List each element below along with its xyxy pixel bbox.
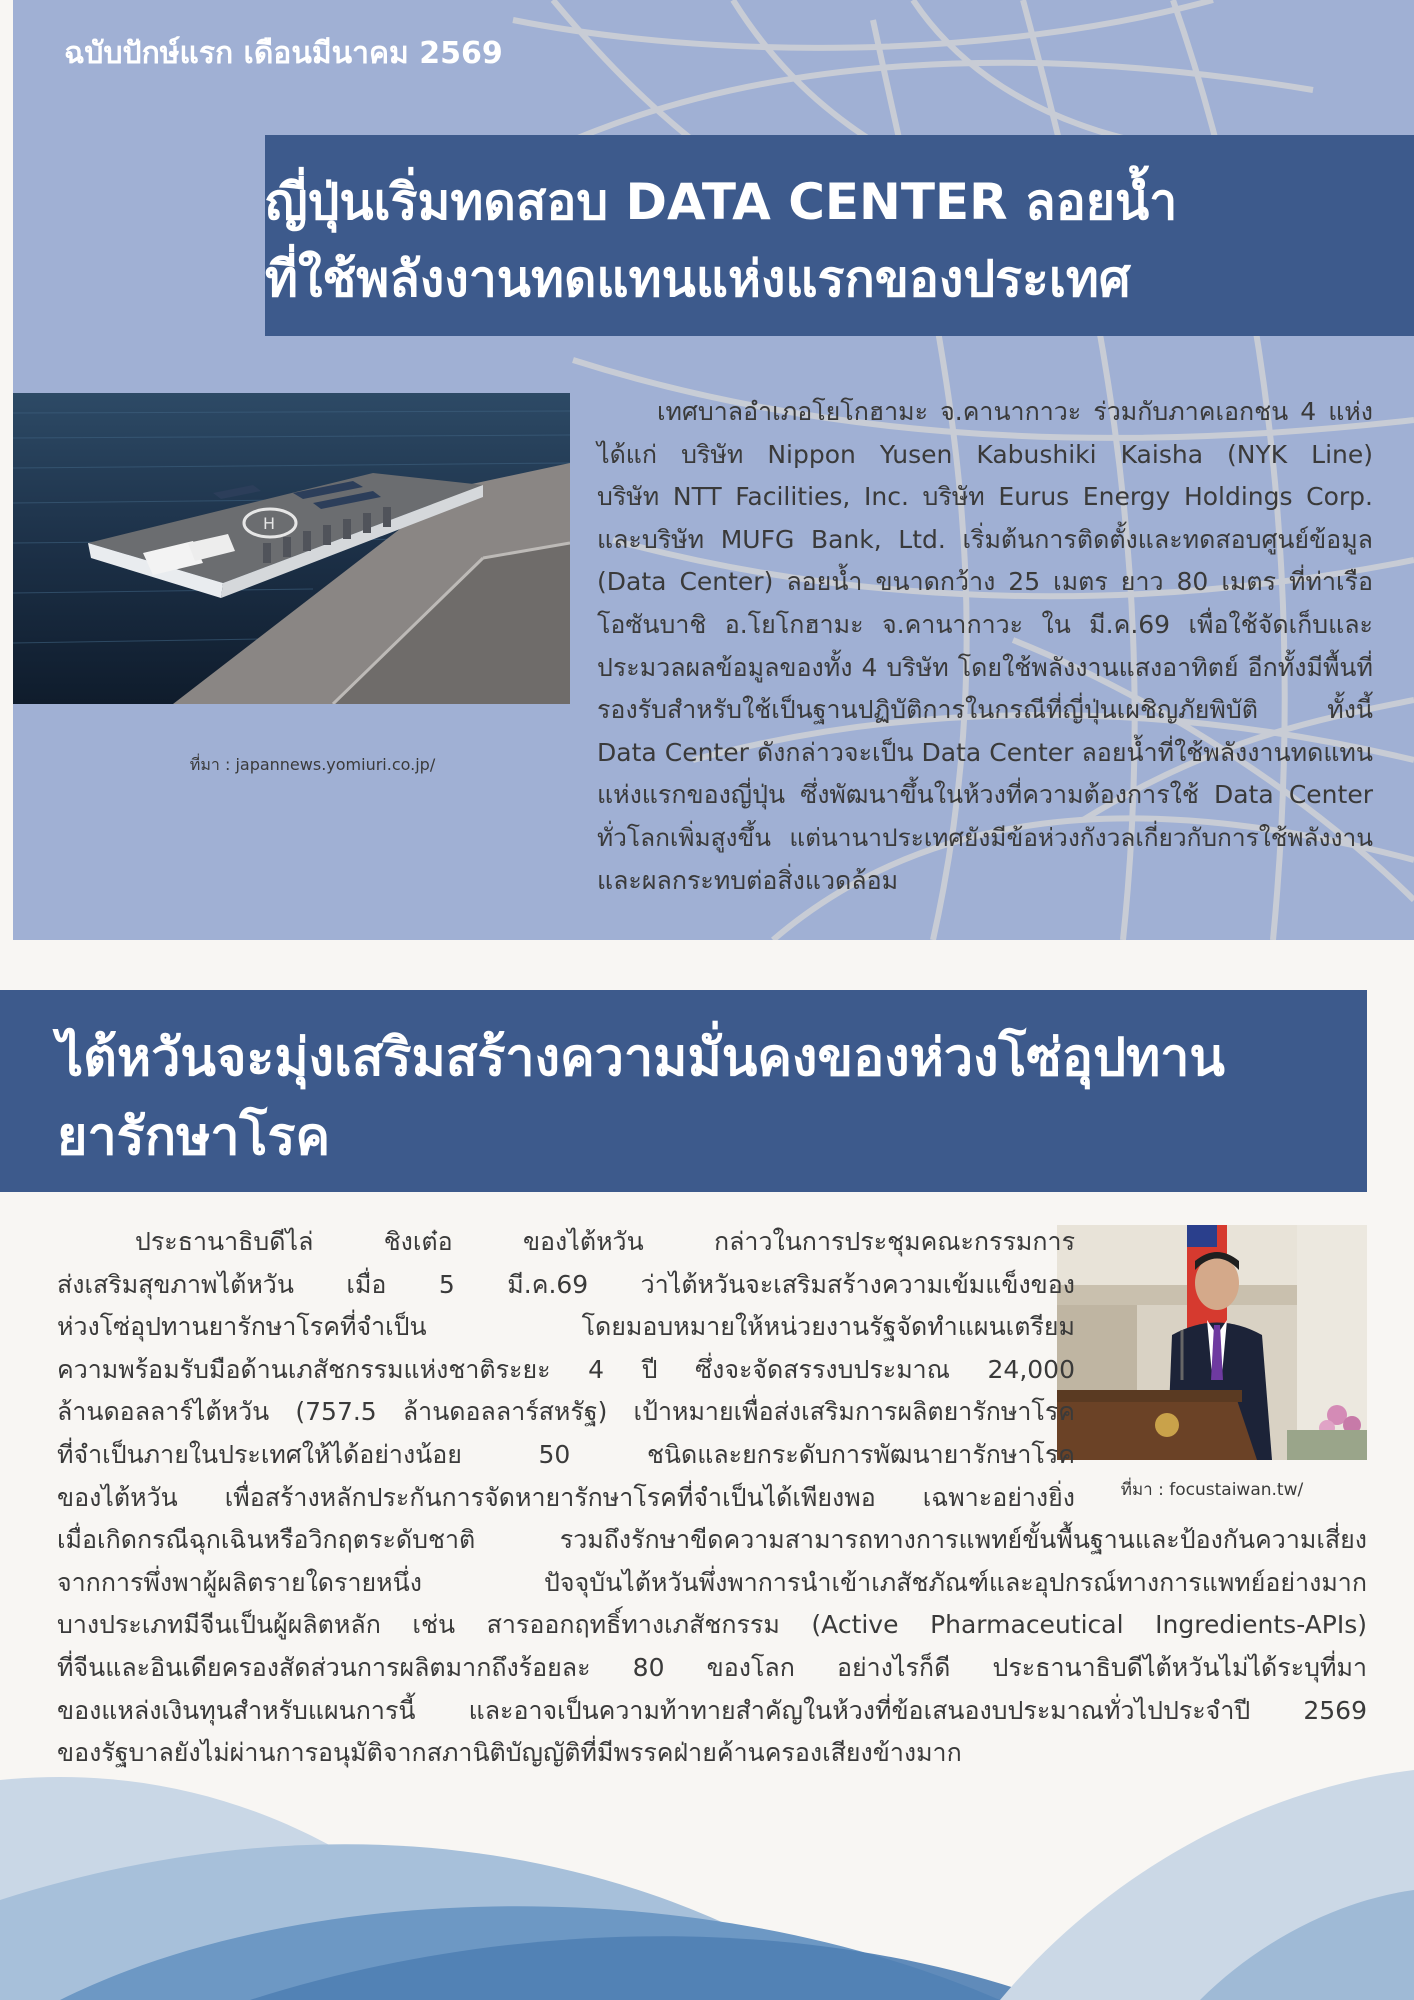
article2-line: จากการพึ่งพาผู้ผลิตรายใดรายหนึ่ง ปัจจุบันไต้หวันพึ่งพาการนำเข้าเภสัชภัณฑ์และอุปกรณ์ทางการแพทย์อย่างมาก <box>57 1567 1367 1597</box>
article1-title-line-1: ญี่ปุ่นเริ่มทดสอบ DATA CENTER ลอยน้ำ <box>265 173 1178 231</box>
article1-line: (Data Center) ลอยน้ำ ขนาดกว้าง 25 เมตร ยาว 80 เมตร ที่ท่าเรือ <box>597 567 1373 597</box>
president-photo <box>1057 1225 1367 1460</box>
floating-data-center-photo <box>13 393 570 704</box>
article2-line: ประธานาธิบดีไล่ ชิงเต๋อ ของไต้หวัน กล่าวในการประชุมคณะกรรมการ <box>135 1227 1075 1256</box>
issue-label: ฉบับปักษ์แรก เดือนมีนาคม 2569 <box>64 36 503 71</box>
article2-line: ห่วงโซ่อุปทานยารักษาโรคที่จำเป็น โดยมอบหมายให้หน่วยงานรัฐจัดทำแผนเตรียม <box>57 1312 1075 1342</box>
article2-line: ที่จีนและอินเดียครองสัดส่วนการผลิตมากถึงร้อยละ 80 ของโลก อย่างไรก็ดี ประธานาธิบดีไต้หวันไม่ได้ระบุที่มา <box>57 1653 1367 1682</box>
article1-line: ได้แก่ บริษัท Nippon Yusen Kabushiki Kaisha (NYK Line) <box>597 439 1373 469</box>
article1-line: และบริษัท MUFG Bank, Ltd. เริ่มต้นการติดตั้งและทดสอบศูนย์ข้อมูล <box>597 524 1373 554</box>
article2-line: ความพร้อมรับมือด้านเภสัชกรรมแห่งชาติระยะ 4 ปี ซึ่งจะจัดสรรงบประมาณ 24,000 <box>57 1354 1075 1384</box>
article2-line: บางประเภทมีจีนเป็นผู้ผลิตหลัก เช่น สารออกฤทธิ์ทางเภสัชกรรม (Active Pharmaceutical Ingredients-APIs) <box>57 1610 1367 1640</box>
decorative-waves <box>0 1760 1414 2000</box>
article2-line: ของรัฐบาลยังไม่ผ่านการอนุมัติจากสภานิติบัญญัติที่มีพรรคฝ่ายค้านครองเสียงข้างมาก <box>57 1738 962 1768</box>
article1-line: Data Center ดังกล่าวจะเป็น Data Center ลอยน้ำที่ใช้พลังงานทดแทน <box>597 737 1373 767</box>
article1-line: บริษัท NTT Facilities, Inc. บริษัท Eurus Energy Holdings Corp. <box>597 482 1373 512</box>
article1-line: เทศบาลอำเภอโยโกฮามะ จ.คานากาวะ ร่วมกับภาคเอกชน 4 แห่ง <box>657 397 1373 426</box>
article2-title-line-1: ไต้หวันจะมุ่งเสริมสร้างความมั่นคงของห่วงโซ่อุปทาน <box>57 1028 1225 1088</box>
svg-text:H: H <box>263 514 276 533</box>
article2-title-line-2: ยารักษาโรค <box>57 1107 331 1167</box>
article2-line: ที่จำเป็นภายในประเทศให้ได้อย่างน้อย 50 ชนิดและยกระดับการพัฒนายารักษาโรค <box>57 1440 1075 1469</box>
article1-line: รองรับสำหรับใช้เป็นฐานปฏิบัติการในกรณีที่ญี่ปุ่นเผชิญภัยพิบัติ ทั้งนี้ <box>597 695 1373 725</box>
article1-title-box <box>265 135 1414 336</box>
article1-image-caption: ที่มา : japannews.yomiuri.co.jp/ <box>189 755 436 774</box>
article2-line: ของแหล่งเงินทุนสำหรับแผนการนี้ และอาจเป็นความท้าทายสำคัญในห้วงที่ข้อเสนองบประมาณทั่วไปประจำปี 2569 <box>57 1695 1367 1725</box>
article2-title-box <box>0 990 1367 1192</box>
top-panel <box>13 0 1414 940</box>
article2-line: เมื่อเกิดกรณีฉุกเฉินหรือวิกฤตระดับชาติ รวมถึงรักษาขีดความสามารถทางการแพทย์ขั้นพื้นฐานและป้องกันความเสี่ยง <box>57 1525 1367 1555</box>
article2-line: ล้านดอลลาร์ไต้หวัน (757.5 ล้านดอลลาร์สหรัฐ) เป้าหมายเพื่อส่งเสริมการผลิตยารักษาโรค <box>57 1397 1075 1427</box>
article1-line: ประมวลผลข้อมูลของทั้ง 4 บริษัท โดยใช้พลังงานแสงอาทิตย์ อีกทั้งมีพื้นที่ <box>597 652 1373 682</box>
article1-line: ทั่วโลกเพิ่มสูงขึ้น แต่นานาประเทศยังมีข้อห่วงกังวลเกี่ยวกับการใช้พลังงาน <box>597 823 1373 852</box>
article1-line: โอซันบาชิ อ.โยโกฮามะ จ.คานากาวะ ใน มี.ค.69 เพื่อใช้จัดเก็บและ <box>597 610 1373 639</box>
article1-line: แห่งแรกของญี่ปุ่น ซึ่งพัฒนาขึ้นในห้วงที่ความต้องการใช้ Data Center <box>597 780 1373 810</box>
article2-line: ของไต้หวัน เพื่อสร้างหลักประกันการจัดหายารักษาโรคที่จำเป็นได้เพียงพอ เฉพาะอย่างยิ่ง <box>57 1482 1075 1512</box>
article1-title-line-2: ที่ใช้พลังงานทดแทนแห่งแรกของประเทศ <box>265 250 1131 308</box>
article2-line: ส่งเสริมสุขภาพไต้หวัน เมื่อ 5 มี.ค.69 ว่าไต้หวันจะเสริมสร้างความเข้มแข็งของ <box>57 1269 1075 1299</box>
article2-image-caption: ที่มา : focustaiwan.tw/ <box>1120 1480 1304 1500</box>
article1-line: และผลกระทบต่อสิ่งแวดล้อม <box>597 865 899 895</box>
